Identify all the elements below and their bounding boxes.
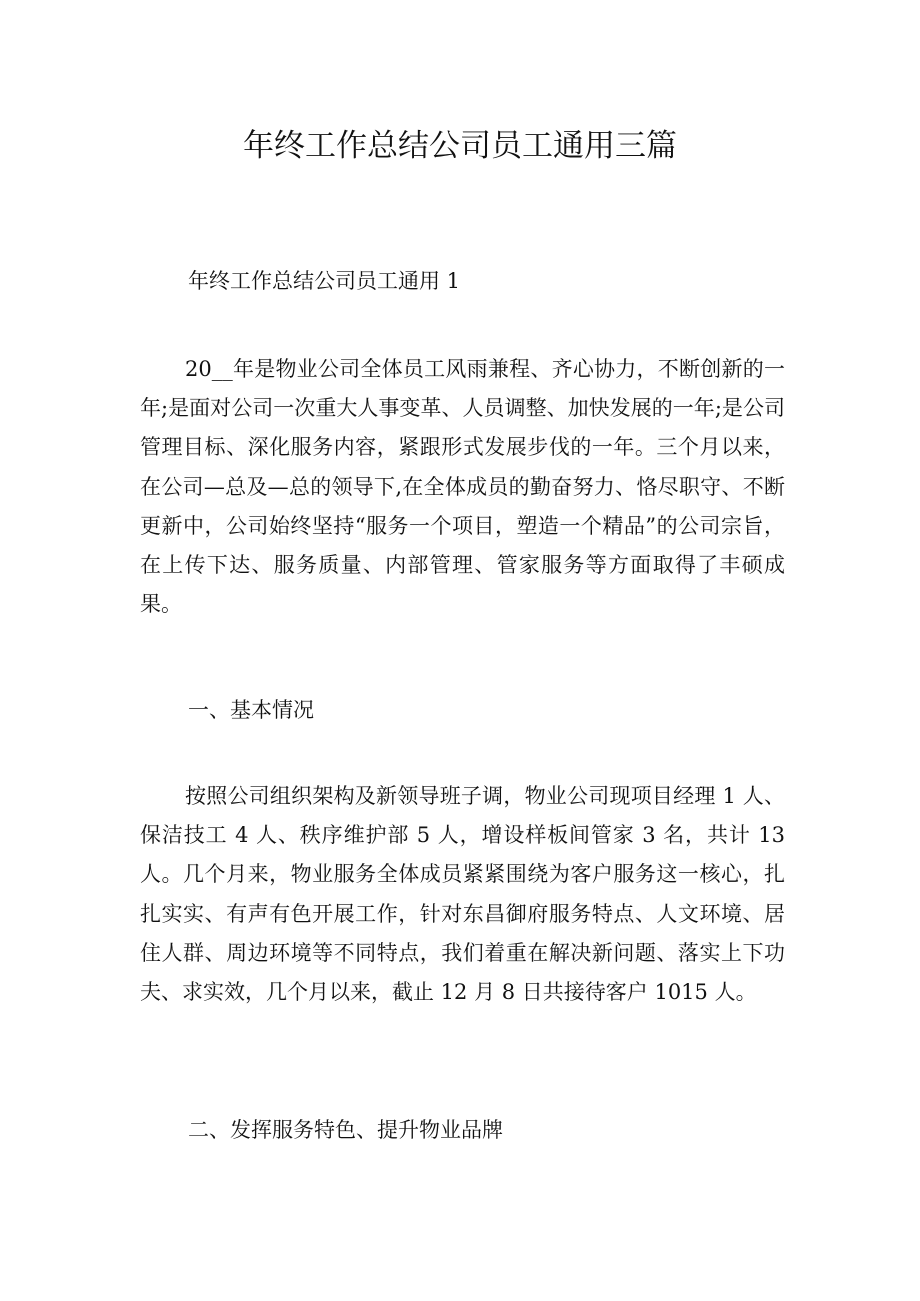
heading-basic-situation: 一、基本情况 (188, 698, 314, 722)
document-title: 年终工作总结公司员工通用三篇 (243, 128, 677, 164)
basic-situation-paragraph: 按照公司组织架构及新领导班子调，物业公司现项目经理 1 人、保洁技工 4 人、秩序维护部 5 人，增设样板间管家 3 名，共计 13 人。几个月来，物业服务全体成员紧紧围绕为客户服务这一核心，扎扎实实、有声有色开展工作，针对东昌御府服务特点、人文环境、居住人群、周边环境等不同特点，我们着重在解决新问题、落实上下功夫、求实效，几个月以来，截止 12 月 8 日共接待客户 1015 人。 (140, 784, 785, 1005)
heading-service-features: 二、发挥服务特色、提升物业品牌 (188, 1118, 503, 1142)
intro-paragraph: 20__年是物业公司全体员工风雨兼程、齐心协力，不断创新的一年;是面对公司一次重大人事变革、人员调整、加快发展的一年;是公司管理目标、深化服务内容，紧跟形式发展步伐的一年。三个月以来，在公司—总及—总的领导下,在全体成员的勤奋努力、恪尽职守、不断更新中，公司始终坚持“服务一个项目，塑造一个精品”的公司宗旨，在上传下达、服务质量、内部管理、管家服务等方面取得了丰硕成果。 (140, 357, 785, 617)
section-heading-1: 年终工作总结公司员工通用 1 (188, 269, 461, 293)
